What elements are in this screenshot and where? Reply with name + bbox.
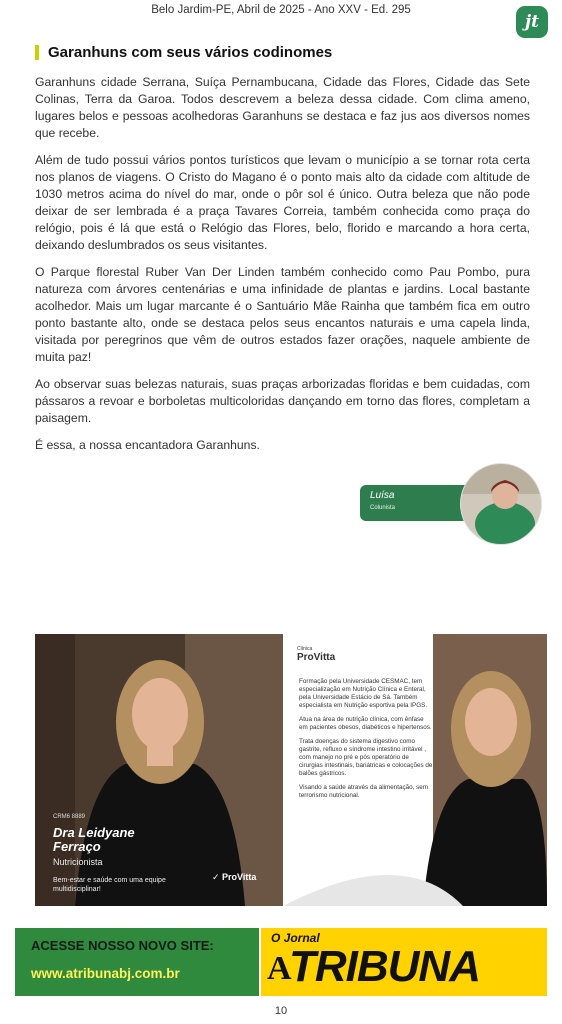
- tribuna-logo-banner: [261, 928, 547, 996]
- article-title: Garanhuns com seus vários codinomes: [48, 44, 333, 61]
- ad-bio-paragraph: Visando a saúde através da alimentação, sem terrorismo nutricional.: [299, 784, 429, 799]
- tribuna-name: TRIBUNA: [289, 942, 480, 991]
- ad-bio-paragraph: Atua na área de nutrição clínica, com ênfase em pacientes obesos, diabéticos e hipertensos.: [299, 716, 432, 731]
- ad-brand-right: [297, 646, 335, 663]
- tribuna-article: A: [267, 950, 292, 987]
- ad-right-panel: [283, 634, 547, 906]
- ad-doctor-name-line1: Dra Leidyane: [53, 825, 135, 840]
- columnist-photo: [460, 463, 542, 545]
- banner-url-link[interactable]: www.atribunabj.com.br: [31, 966, 180, 981]
- columnist-name: Luísa: [370, 490, 395, 501]
- article-paragraph: Além de tudo possui vários pontos turísticos que levam o município a se tornar rota certa nos planos de viagens. O Cristo do Magano é o ponto mais alto da cidade com altitude de 1030 metros acima do nível do mar, onde o pôr sol é único. Outra beleza que não pode deixar de ser lembrada é a praça Tavares Correia, também conhecida como praça do relógio, pois é lá que está o Relógio das Flores, belo, florido e marcando a hora certa, deixando deslumbrados os seus visitantes.: [35, 152, 530, 253]
- ad-bio-paragraph: Trata doenças do sistema digestivo como gastrite, refluxo e síndrome intestino irritável , com manejo no pré e pós operatório de cirurgias intestinais, bariátricas e colocações de balões gástricos.: [299, 738, 433, 777]
- article-paragraph: É essa, a nossa encantadora Garanhuns.: [35, 437, 260, 452]
- provitta-advertisement: [35, 634, 547, 906]
- columnist-portrait-icon: [461, 464, 541, 544]
- columnist-role: Colunista: [370, 505, 396, 511]
- banner-cta: ACESSE NOSSO NOVO SITE:: [31, 938, 214, 953]
- site-banner[interactable]: [15, 928, 259, 996]
- tribuna-prefix: O Jornal: [271, 931, 320, 945]
- ad-brand-left: ✓ ProVitta: [212, 872, 257, 882]
- article-body: [35, 74, 530, 463]
- article-paragraph: O Parque florestal Ruber Van Der Linden também conhecido como Pau Pombo, pura natureza com árvores centenárias e uma infinidade de plantas e jardins. Local bastante acolhedor. Mais um lugar marcante é o Santuário Mãe Rainha que também fica em outro ponto bastante alto, onde se destaca pelos seus encantos naturais e uma capela linda, visitada por peregrinos que vêm de outros estados fazer orações, naquele ambiente de muita paz!: [35, 264, 530, 365]
- ad-crm-number: CRM6 8889: [53, 814, 86, 820]
- article-title-row: [35, 44, 332, 61]
- page-number: 10: [274, 1005, 288, 1017]
- ad-profession: Nutricionista: [53, 857, 103, 867]
- issue-header: Belo Jardim-PE, Abril de 2025 - Ano XXV - Ed. 295: [151, 4, 411, 16]
- ad-brand-right-label: ProVitta: [297, 652, 336, 663]
- ad-bio-paragraph: Formação pela Universidade CESMAC, tem especialização em Nutrição Clínica e Enteral, pela Universidade Estácio de Sá. Também especialista em Nutrição esportiva pela IPGS.: [299, 678, 428, 709]
- ad-brand-small: Clínica: [297, 646, 313, 652]
- ad-left-panel: [35, 634, 283, 906]
- title-accent-bar: [35, 45, 39, 60]
- ad-tagline: Bem-estar e saúde com uma equipe multidisciplinar!: [53, 877, 166, 893]
- newspaper-logo: jt: [516, 6, 548, 38]
- ad-doctor-name-line2: Ferraço: [53, 839, 101, 854]
- ad-bio: [299, 678, 433, 806]
- ad-brand-label: ProVitta: [222, 872, 257, 882]
- article-paragraph: Ao observar suas belezas naturais, suas praças arborizadas floridas e bem cuidadas, com pássaros a revoar e borboletas multicoloridas dançando em torno das flores, completam a paisagem.: [35, 377, 530, 426]
- article-paragraph: Garanhuns cidade Serrana, Suíça Pernambucana, Cidade das Flores, Cidade das Sete Colinas, Terra da Garoa. Todos descrevem a beleza dessa cidade. Com clima ameno, lugares belos e pessoas acolhedoras Garanhuns se destaca e faz jus aos diversos nomes que recebe.: [35, 75, 530, 141]
- ad-doctor-name: [53, 826, 135, 854]
